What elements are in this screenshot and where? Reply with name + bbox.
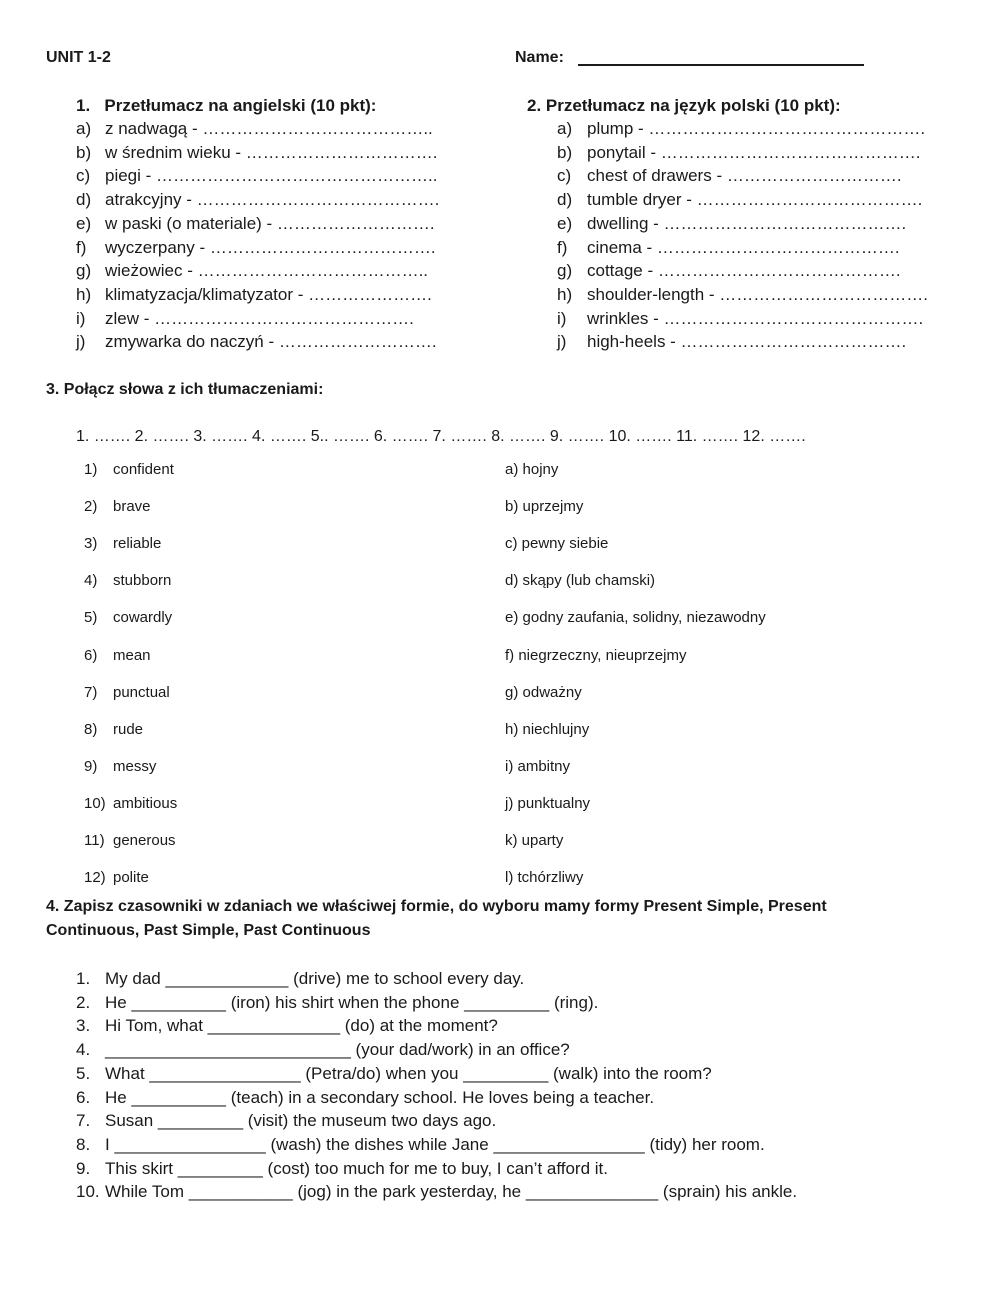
english-word: cowardly xyxy=(113,609,173,627)
list-item xyxy=(84,535,161,552)
polish-translation: j) punktualny xyxy=(505,794,591,812)
list-item xyxy=(84,832,176,849)
item-marker: e) xyxy=(76,213,92,233)
polish-translation: f) niegrzeczny, nieuprzejmy xyxy=(505,646,687,664)
item-number: 7) xyxy=(84,683,98,701)
sentence-text[interactable]: __________________________ (your dad/work) in an office? xyxy=(105,1040,570,1060)
english-word: stubborn xyxy=(113,572,172,590)
list-item xyxy=(76,332,437,352)
list-item xyxy=(557,214,906,234)
item-text[interactable]: wrinkles - ………………………………………. xyxy=(587,308,924,328)
item-number: 10) xyxy=(84,794,106,812)
sentence-text[interactable]: I ________________ (wash) the dishes while Jane ________________ (tidy) her room. xyxy=(105,1134,765,1154)
english-word: reliable xyxy=(113,535,162,553)
item-text[interactable]: w paski (o materiale) - ………………………. xyxy=(105,213,435,233)
item-marker: g) xyxy=(76,261,92,281)
item-marker: h) xyxy=(76,284,92,304)
item-number: 7. xyxy=(76,1111,91,1131)
item-text[interactable]: zmywarka do naczyń - ………………………. xyxy=(105,332,437,352)
sentence-text[interactable]: My dad _____________ (drive) me to school every day. xyxy=(105,969,525,988)
item-text[interactable]: zlew - ………………………………………. xyxy=(105,308,414,328)
item-text[interactable]: shoulder-length - ………………………………. xyxy=(587,284,929,304)
item-marker: j) xyxy=(76,332,86,352)
list-item xyxy=(76,1040,570,1060)
item-marker: i) xyxy=(76,308,86,328)
item-marker: a) xyxy=(76,119,92,138)
list-item xyxy=(76,969,524,989)
item-marker: f) xyxy=(557,237,568,257)
item-number: 1. xyxy=(76,969,91,988)
item-text[interactable]: piegi - ………………………………………….. xyxy=(105,166,438,186)
sentence-text[interactable]: He __________ (iron) his shirt when the phone _________ (ring). xyxy=(105,992,599,1012)
item-number: 4. xyxy=(76,1040,91,1060)
list-item xyxy=(76,238,436,258)
list-item xyxy=(76,214,435,234)
polish-translation: l) tchórzliwy xyxy=(505,869,584,887)
item-text[interactable]: dwelling - ……………………………………. xyxy=(587,213,907,233)
list-item xyxy=(76,119,433,139)
item-number: 1) xyxy=(84,461,98,478)
list-item xyxy=(557,190,922,210)
list-item xyxy=(76,190,439,210)
sentence-text[interactable]: He __________ (teach) in a secondary school. He loves being a teacher. xyxy=(105,1087,655,1107)
list-item xyxy=(76,1135,765,1155)
list-item xyxy=(76,309,414,329)
list-item xyxy=(84,721,143,738)
list-item xyxy=(76,1182,797,1202)
polish-translation: a) hojny xyxy=(505,461,559,478)
list-item xyxy=(76,1064,712,1084)
polish-translation: h) niechlujny xyxy=(505,720,590,738)
item-number: 12) xyxy=(84,869,106,887)
list-item xyxy=(84,609,172,626)
list-item xyxy=(76,1016,498,1036)
item-number: 2) xyxy=(84,498,98,516)
list-item xyxy=(84,795,177,812)
item-number: 5) xyxy=(84,609,98,627)
list-item xyxy=(76,1159,608,1179)
english-word: generous xyxy=(113,832,176,849)
english-word: rude xyxy=(113,720,144,738)
item-marker: i) xyxy=(557,308,567,328)
item-number: 8. xyxy=(76,1134,91,1154)
list-item xyxy=(557,261,901,281)
item-text[interactable]: atrakcyjny - ……………………………………. xyxy=(105,190,440,210)
item-marker: e) xyxy=(557,213,573,233)
unit-title: UNIT 1-2 xyxy=(46,49,111,66)
list-item xyxy=(76,1111,496,1131)
item-text[interactable]: wieżowiec - ………………………………….. xyxy=(105,261,429,281)
item-text[interactable]: klimatyzacja/klimatyzator - …………………. xyxy=(105,284,432,304)
list-item xyxy=(84,758,156,775)
item-number: 6. xyxy=(76,1087,91,1107)
english-word: polite xyxy=(113,869,149,887)
section1-title: Przetłumacz na angielski (10 pkt): xyxy=(104,96,377,115)
item-marker: c) xyxy=(76,166,91,186)
list-item xyxy=(84,572,171,589)
item-number: 11) xyxy=(84,832,105,849)
polish-translation: e) godny zaufania, solidny, niezawodny xyxy=(505,609,766,627)
section3-title: 3. Połącz słowa z ich tłumaczeniami: xyxy=(46,381,324,398)
english-word: confident xyxy=(113,461,174,478)
item-marker: b) xyxy=(557,142,573,162)
item-text[interactable]: z nadwagą - ………………………………….. xyxy=(105,119,433,138)
item-marker: j) xyxy=(557,332,567,352)
polish-translation: b) uprzejmy xyxy=(505,498,584,516)
list-item xyxy=(84,647,151,664)
list-item xyxy=(76,1088,654,1108)
item-number: 4) xyxy=(84,572,98,590)
item-number: 6) xyxy=(84,646,98,664)
item-marker: c) xyxy=(557,166,572,186)
item-text[interactable]: tumble dryer - …………………………………. xyxy=(587,190,923,210)
list-item xyxy=(76,166,437,186)
name-label: Name: xyxy=(515,49,564,66)
item-number: 2. xyxy=(76,992,91,1012)
matching-answer-row[interactable]: 1. ……. 2. ……. 3. ……. 4. ……. 5.. ……. 6. ……. 7. ……. 8. ……. 9. ……. 10. ……. 11. ……. 12. ……. xyxy=(76,428,806,445)
polish-translation: c) pewny siebie xyxy=(505,535,609,553)
item-text[interactable]: ponytail - ………………………………………. xyxy=(587,142,921,162)
list-item xyxy=(557,166,902,186)
item-marker: a) xyxy=(557,119,573,138)
item-text[interactable]: wyczerpany - …………………………………. xyxy=(105,237,436,257)
item-marker: b) xyxy=(76,142,92,162)
english-word: messy xyxy=(113,757,157,775)
polish-translation: k) uparty xyxy=(505,832,564,849)
section4-title-line1: 4. Zapisz czasowniki w zdaniach we właściwej formie, do wyboru mamy formy Present Simple, Present xyxy=(46,898,827,915)
section4-title-line2: Continuous, Past Simple, Past Continuous xyxy=(46,922,371,939)
item-marker: f) xyxy=(76,237,87,257)
item-number: 3) xyxy=(84,535,98,553)
item-text[interactable]: cinema - ……………………………………. xyxy=(587,237,900,257)
sentence-text[interactable]: What ________________ (Petra/do) when you _________ (walk) into the room? xyxy=(105,1063,712,1083)
item-number: 9. xyxy=(76,1158,91,1178)
section1-heading xyxy=(76,96,376,116)
item-text[interactable]: cottage - ……………………………………. xyxy=(587,261,901,281)
item-number: 9) xyxy=(84,757,98,775)
item-number: 5. xyxy=(76,1063,91,1083)
section2-title: 2. Przetłumacz na język polski (10 pkt): xyxy=(527,96,841,115)
name-field-line[interactable] xyxy=(578,64,864,66)
item-marker: d) xyxy=(76,190,92,210)
item-text[interactable]: plump - …………………………………………. xyxy=(587,119,926,138)
english-word: punctual xyxy=(113,683,170,701)
list-item xyxy=(84,684,170,701)
list-item xyxy=(557,309,923,329)
item-number: 10. xyxy=(76,1182,100,1202)
list-item xyxy=(557,332,906,352)
list-item xyxy=(84,461,174,478)
list-item xyxy=(84,869,149,886)
sentence-text[interactable]: This skirt _________ (cost) too much for me to buy, I can’t afford it. xyxy=(105,1158,608,1178)
polish-translation: d) skąpy (lub chamski) xyxy=(505,572,656,590)
english-word: mean xyxy=(113,646,151,664)
list-item xyxy=(557,119,925,139)
list-item xyxy=(557,143,920,163)
item-marker: h) xyxy=(557,284,573,304)
list-item xyxy=(557,238,900,258)
list-item xyxy=(76,261,428,281)
english-word: brave xyxy=(113,498,151,516)
list-item xyxy=(84,498,151,515)
section1-number: 1. xyxy=(76,96,91,115)
item-marker: g) xyxy=(557,261,573,281)
item-text[interactable]: w średnim wieku - ……………………………. xyxy=(105,142,438,162)
item-marker: d) xyxy=(557,190,573,210)
list-item xyxy=(76,285,432,305)
list-item xyxy=(557,285,928,305)
list-item xyxy=(76,143,437,163)
item-text[interactable]: high-heels - …………………………………. xyxy=(587,332,907,352)
item-number: 8) xyxy=(84,720,98,738)
sentence-text[interactable]: Hi Tom, what ______________ (do) at the moment? xyxy=(105,1016,498,1036)
polish-translation: i) ambitny xyxy=(505,757,571,775)
polish-translation: g) odważny xyxy=(505,683,582,701)
list-item xyxy=(76,993,598,1013)
item-number: 3. xyxy=(76,1016,91,1036)
sentence-text[interactable]: Susan _________ (visit) the museum two days ago. xyxy=(105,1111,497,1131)
item-text[interactable]: chest of drawers - …………………………. xyxy=(587,166,902,186)
sentence-text[interactable]: While Tom ___________ (jog) in the park yesterday, he ______________ (sprain) his ankle. xyxy=(105,1182,798,1202)
english-word: ambitious xyxy=(113,794,178,812)
